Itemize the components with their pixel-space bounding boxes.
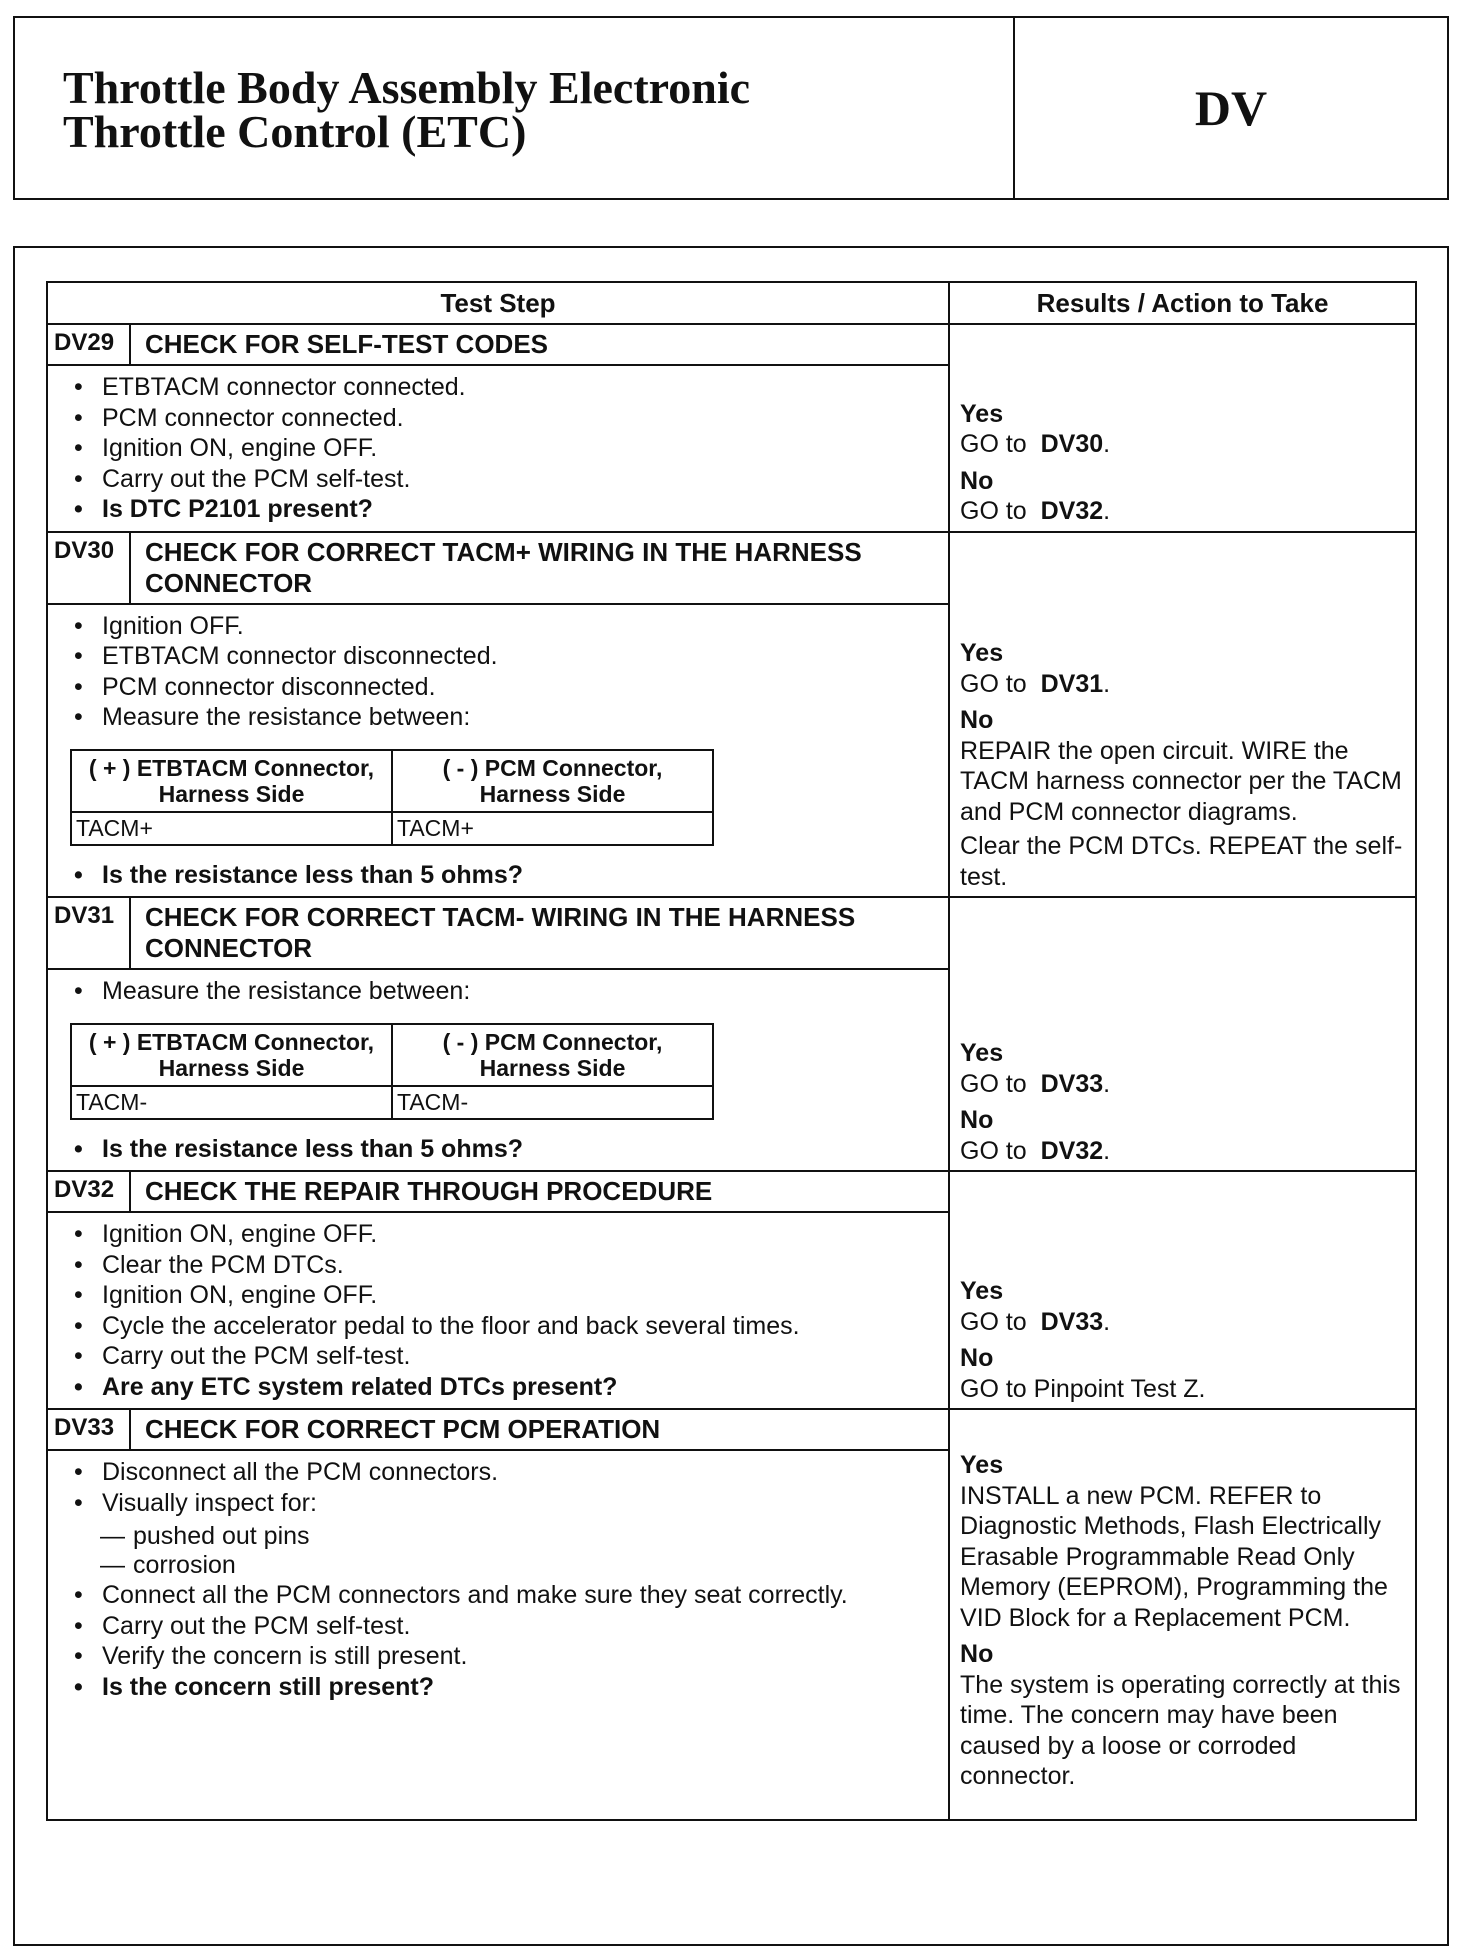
yes-post: . (1103, 1307, 1111, 1336)
yes-target: DV30 (1040, 430, 1104, 458)
list-item: • Measure the resistance between: (68, 702, 938, 733)
list-item: • Cycle the accelerator pedal to the floor and back several times. (68, 1311, 938, 1342)
list-item: • ETBTACM connector connected. (68, 372, 938, 403)
title-line-2: Throttle Control (ETC) (63, 106, 527, 157)
yes-label: Yes (960, 399, 1004, 428)
step-question: • Is the resistance less than 5 ohms? (68, 860, 938, 891)
step-question: • Is the concern still present? (68, 1672, 938, 1703)
yes-action (960, 429, 1407, 460)
yes-target: DV31 (1040, 669, 1104, 698)
conn-header-minus: ( - ) PCM Connector, Harness Side (392, 750, 713, 812)
step-id: DV29 (47, 324, 130, 365)
connector-table (70, 749, 714, 846)
step-body (47, 365, 949, 532)
step-question: • Is DTC P2101 present? (68, 494, 938, 525)
step-results (949, 532, 1416, 898)
step-title-row (47, 1409, 1416, 1450)
no-label: No (960, 1640, 994, 1668)
page-title (15, 18, 1015, 198)
step-question: • Are any ETC system related DTCs present? (68, 1372, 938, 1403)
table-header-row (47, 282, 1416, 324)
no-action (960, 1136, 1407, 1167)
no-label: No (960, 706, 994, 734)
yes-post: . (1103, 430, 1111, 458)
step-title: CHECK FOR CORRECT PCM OPERATION (130, 1409, 949, 1450)
yes-pre: GO to (960, 1307, 1027, 1336)
page-header (13, 16, 1449, 200)
step-title: CHECK FOR CORRECT TACM- WIRING IN THE HARNESS CONNECTOR (130, 897, 949, 969)
list-item: • Ignition ON, engine OFF. (68, 1280, 938, 1311)
yes-target: DV33 (1040, 1307, 1104, 1336)
list-item: • PCM connector connected. (68, 403, 938, 434)
step-body (47, 1212, 949, 1409)
conn-header-minus: ( - ) PCM Connector, Harness Side (392, 1024, 713, 1086)
connector-table (70, 1023, 714, 1120)
conn-header-plus: ( + ) ETBTACM Connector, Harness Side (71, 1024, 392, 1086)
step-question: • Is the resistance less than 5 ohms? (68, 1134, 938, 1165)
step-results (949, 1171, 1416, 1409)
list-item: • Clear the PCM DTCs. (68, 1250, 938, 1281)
conn-cell-minus: TACM- (392, 1086, 713, 1119)
list-item: • Connect all the PCM connectors and make sure they seat correctly. (68, 1580, 938, 1611)
no-post: . (1103, 497, 1111, 525)
list-item: • Ignition ON, engine OFF. (68, 433, 938, 464)
conn-header-plus: ( + ) ETBTACM Connector, Harness Side (71, 750, 392, 812)
no-pre: GO to (960, 497, 1027, 525)
no-label: No (960, 466, 994, 495)
step-results (949, 1409, 1416, 1820)
no-post: . (1103, 1136, 1111, 1165)
list-item: • Ignition OFF. (68, 611, 938, 642)
list-item: • ETBTACM connector disconnected. (68, 641, 938, 672)
no-action: GO to Pinpoint Test Z. (960, 1374, 1206, 1403)
yes-action (960, 669, 1407, 700)
step-body (47, 969, 949, 1171)
no-pre: GO to (960, 1136, 1027, 1165)
yes-action (960, 1069, 1407, 1100)
no-action: The system is operating correctly at this time. The concern may have been caused by a loose or corroded connector. (960, 1670, 1401, 1790)
list-item: • Verify the concern is still present. (68, 1641, 938, 1672)
list-item: • Ignition ON, engine OFF. (68, 1219, 938, 1250)
step-body (47, 604, 949, 898)
no-action: REPAIR the open circuit. WIRE the TACM harness connector per the TACM and PCM connector diagrams. (960, 736, 1402, 826)
step-title: CHECK FOR SELF-TEST CODES (130, 324, 949, 365)
step-id: DV33 (47, 1409, 130, 1450)
no-label: No (960, 1344, 994, 1372)
yes-pre: GO to (960, 669, 1027, 698)
list-item: • PCM connector disconnected. (68, 672, 938, 703)
yes-post: . (1103, 669, 1111, 698)
sub-list-item: — corrosion (60, 1551, 938, 1580)
yes-target: DV33 (1040, 1069, 1104, 1098)
sub-list (60, 1522, 938, 1580)
step-title-row (47, 324, 1416, 365)
conn-cell-plus: TACM+ (71, 812, 392, 845)
yes-label: Yes (960, 1039, 1004, 1067)
step-results (949, 324, 1416, 532)
yes-action: INSTALL a new PCM. REFER to Diagnostic Methods, Flash Electrically Erasable Programmable Read Only Memory (EEPROM), Programming the VID Block for a Replacement PCM. (960, 1481, 1388, 1632)
list-item: • Carry out the PCM self-test. (68, 1341, 938, 1372)
column-header-results: Results / Action to Take (949, 282, 1416, 324)
no-action (960, 496, 1407, 527)
no-target: DV32 (1040, 1136, 1104, 1165)
section-code: DV (1194, 80, 1268, 136)
yes-post: . (1103, 1069, 1111, 1098)
pinpoint-test-table (46, 281, 1417, 1821)
yes-action (960, 1307, 1407, 1338)
step-results (949, 897, 1416, 1171)
step-title: CHECK THE REPAIR THROUGH PROCEDURE (130, 1171, 949, 1212)
yes-pre: GO to (960, 430, 1027, 458)
list-item: • Carry out the PCM self-test. (68, 1611, 938, 1642)
step-title-row (47, 897, 1416, 969)
step-id: DV31 (47, 897, 130, 969)
list-item: • Carry out the PCM self-test. (68, 464, 938, 495)
conn-cell-minus: TACM+ (392, 812, 713, 845)
step-title: CHECK FOR CORRECT TACM+ WIRING IN THE HARNESS CONNECTOR (130, 532, 949, 604)
step-body (47, 1450, 949, 1820)
yes-pre: GO to (960, 1069, 1027, 1098)
list-item: • Measure the resistance between: (68, 976, 938, 1007)
no-action-2: Clear the PCM DTCs. REPEAT the self-test. (960, 832, 1403, 891)
step-title-row (47, 532, 1416, 604)
list-item: • Visually inspect for: (68, 1488, 938, 1519)
step-id: DV32 (47, 1171, 130, 1212)
no-label: No (960, 1106, 994, 1134)
conn-cell-plus: TACM- (71, 1086, 392, 1119)
list-item: • Disconnect all the PCM connectors. (68, 1457, 938, 1488)
column-header-test-step: Test Step (47, 282, 949, 324)
step-id: DV30 (47, 532, 130, 604)
step-title-row (47, 1171, 1416, 1212)
sub-list-item: — pushed out pins (60, 1522, 938, 1551)
yes-label: Yes (960, 639, 1004, 667)
no-target: DV32 (1040, 497, 1104, 525)
yes-label: Yes (960, 1451, 1004, 1479)
yes-label: Yes (960, 1277, 1004, 1305)
title-line-1: Throttle Body Assembly Electronic (63, 62, 751, 113)
